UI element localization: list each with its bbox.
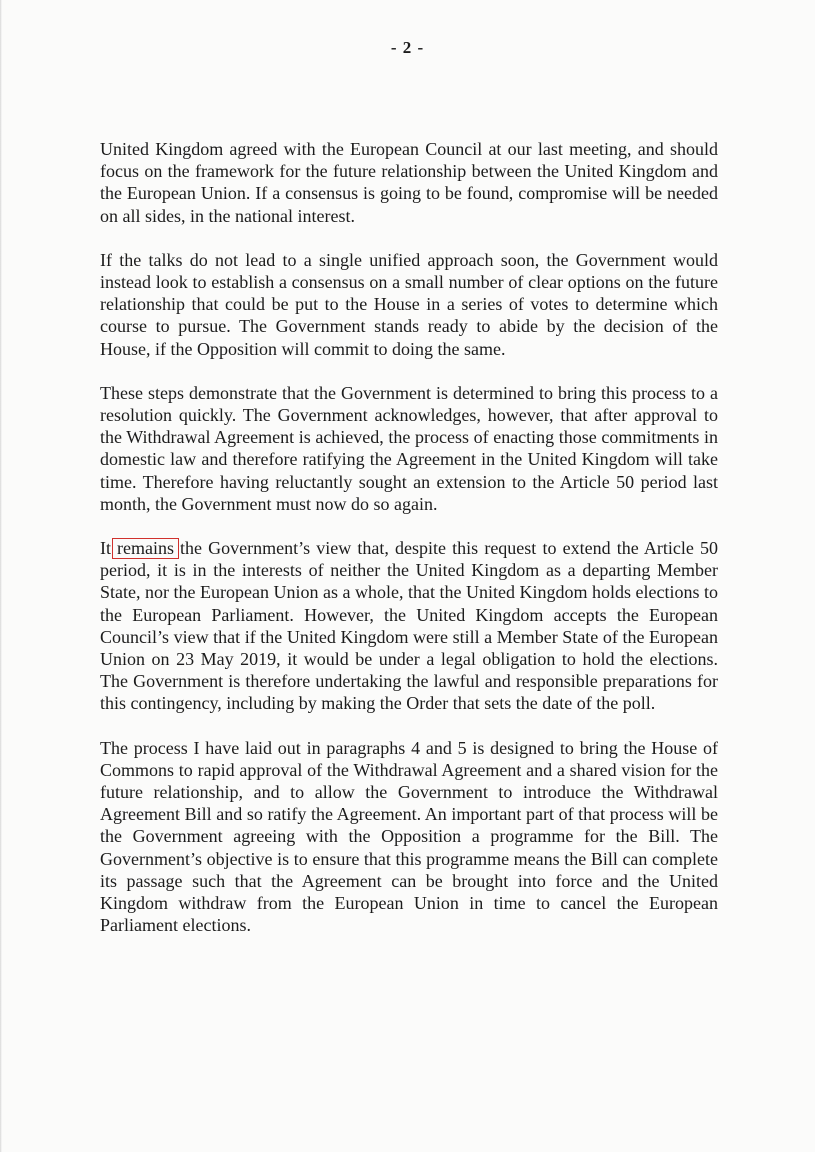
paragraph-1: United Kingdom agreed with the European Council at our last meeting, and should focus on the framework for the future relationship between the United Kingdom and the European Union. If a consensus is going to be found, compromise will be needed on all sides, in the national interest. — [100, 139, 718, 226]
page-number: - 2 - — [390, 38, 425, 57]
paragraph-2: If the talks do not lead to a single unified approach soon, the Government would instead look to establish a consensus on a small number of clear options on the future relationship that could be put to the House in a series of votes to determine which course to pursue. The Government stands ready to abide by the decision of the House, if the Opposition will commit to doing the same. — [100, 249, 718, 359]
paragraph-4-start: It — [100, 538, 111, 559]
highlighted-word: remains — [112, 538, 179, 559]
paragraph-5: The process I have laid out in paragraphs 4 and 5 is designed to bring the House of Commons to rapid approval of the Withdrawal Agreement and a shared vision for the future relationship, and to allow the Government to introduce the Withdrawal Agreement Bill and so ratify the Agreement. An important part of that process will be the Government agreeing with the Opposition a programme for the Bill. The Government’s objective is to ensure that this programme means the Bill can complete its passage such that the Agreement can be brought into force and the United Kingdom withdraw from the European Union in time to cancel the European Parliament elections. — [100, 737, 718, 936]
paragraph-4-rest: the Government’s view that, despite this request to extend the Article 50 period, it is in the interests of neither the United Kingdom as a departing Member State, nor the European Union as a whole, that the United Kingdom holds elections to the European Parliament. However, the United Kingdom accepts the European Council’s view that if the United Kingdom were still a Member State of the European Union on 23 May 2019, it would be under a legal obligation to hold the elections. The Government is therefore undertaking the lawful and responsible preparations for this contingency, including by making the Order that sets the date of the poll. — [100, 538, 718, 714]
paragraph-3: These steps demonstrate that the Government is determined to bring this process to a resolution quickly. The Government acknowledges, however, that after approval to the Withdrawal Agreement is achieved, the process of enacting those commitments in domestic law and therefore ratifying the Agreement in the United Kingdom will take time. Therefore having reluctantly sought an extension to the Article 50 period last month, the Government must now do so again. — [100, 382, 718, 514]
scan-edge — [0, 0, 2, 1152]
paragraph-4 — [100, 537, 718, 715]
letter-body — [100, 138, 718, 959]
